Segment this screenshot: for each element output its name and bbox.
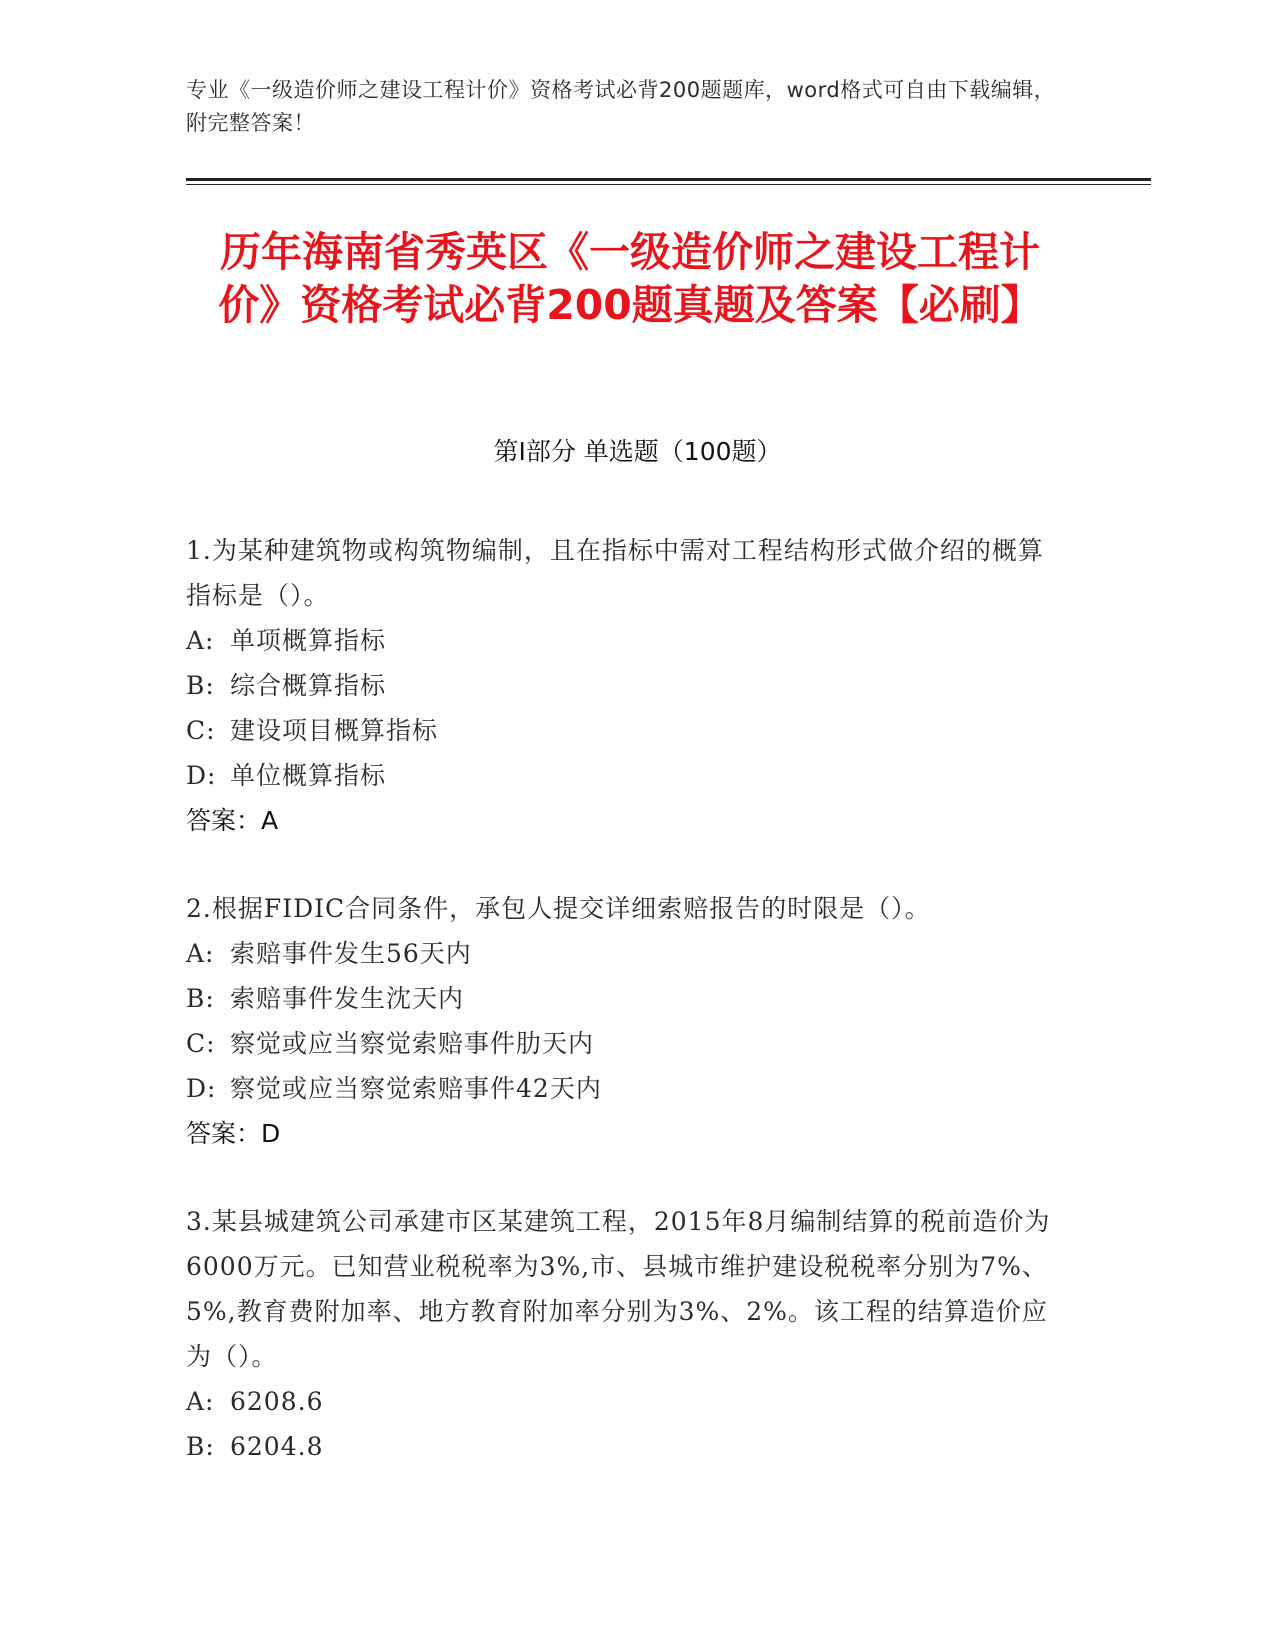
option-text: 综合概算指标 xyxy=(230,671,387,700)
option-letter: A: xyxy=(186,1387,215,1416)
option-text: 察觉或应当察觉索赔事件肋天内 xyxy=(230,1029,595,1058)
option-text: 单项概算指标 xyxy=(230,626,387,655)
option-letter: B: xyxy=(186,984,215,1013)
option-a xyxy=(186,618,1066,663)
answer-line: 答案：A xyxy=(186,806,279,835)
option-letter: B: xyxy=(186,671,215,700)
question-stem: 1.为某种建筑物或构筑物编制，且在指标中需对工程结构形式做介绍的概算指标是（）。 xyxy=(186,536,1044,610)
option-b xyxy=(186,1424,1066,1469)
option-c xyxy=(186,1021,1066,1066)
option-letter: D: xyxy=(186,761,217,790)
option-b xyxy=(186,663,1066,708)
question-stem: 2.根据FIDIC合同条件，承包人提交详细索赔报告的时限是（）。 xyxy=(186,894,931,923)
question-2 xyxy=(186,886,1066,1156)
option-text: 6208.6 xyxy=(230,1387,324,1416)
option-text: 6204.8 xyxy=(230,1432,324,1461)
question-3 xyxy=(186,1199,1066,1469)
option-text: 单位概算指标 xyxy=(230,761,387,790)
option-text: 察觉或应当察觉索赔事件42天内 xyxy=(230,1074,602,1103)
question-list xyxy=(186,528,1066,1512)
option-letter: A: xyxy=(186,939,215,968)
header-divider-thick xyxy=(186,178,1151,181)
section-heading: 第I部分 单选题（100题） xyxy=(493,437,782,466)
option-text: 索赔事件发生56天内 xyxy=(230,939,472,968)
answer-line: 答案：D xyxy=(186,1119,281,1148)
option-a xyxy=(186,931,1066,976)
option-letter: C: xyxy=(186,1029,216,1058)
header-divider-thin xyxy=(186,184,1151,185)
option-text: 索赔事件发生沈天内 xyxy=(230,984,465,1013)
option-letter: B: xyxy=(186,1432,215,1461)
option-letter: C: xyxy=(186,716,216,745)
option-a xyxy=(186,1379,1066,1424)
option-d xyxy=(186,1066,1066,1111)
option-letter: D: xyxy=(186,1074,217,1103)
question-stem: 3.某县城建筑公司承建市区某建筑工程，2015年8月编制结算的税前造价为6000万元。已知营业税税率为3%,市、县城市维护建设税税率分别为7%、5%,教育费附加率、地方教育附加率分别为3%、2%。该工程的结算造价应为（）。 xyxy=(186,1207,1051,1371)
option-text: 建设项目概算指标 xyxy=(230,716,439,745)
header-note: 专业《一级造价师之建设工程计价》资格考试必背200题题库，word格式可自由下载编辑，附完整答案！ xyxy=(186,78,1056,135)
option-letter: A: xyxy=(186,626,215,655)
option-c xyxy=(186,708,1066,753)
option-b xyxy=(186,976,1066,1021)
option-d xyxy=(186,753,1066,798)
question-1 xyxy=(186,528,1066,843)
document-title: 历年海南省秀英区《一级造价师之建设工程计价》资格考试必背200题真题及答案【必刷】 xyxy=(218,228,1042,329)
